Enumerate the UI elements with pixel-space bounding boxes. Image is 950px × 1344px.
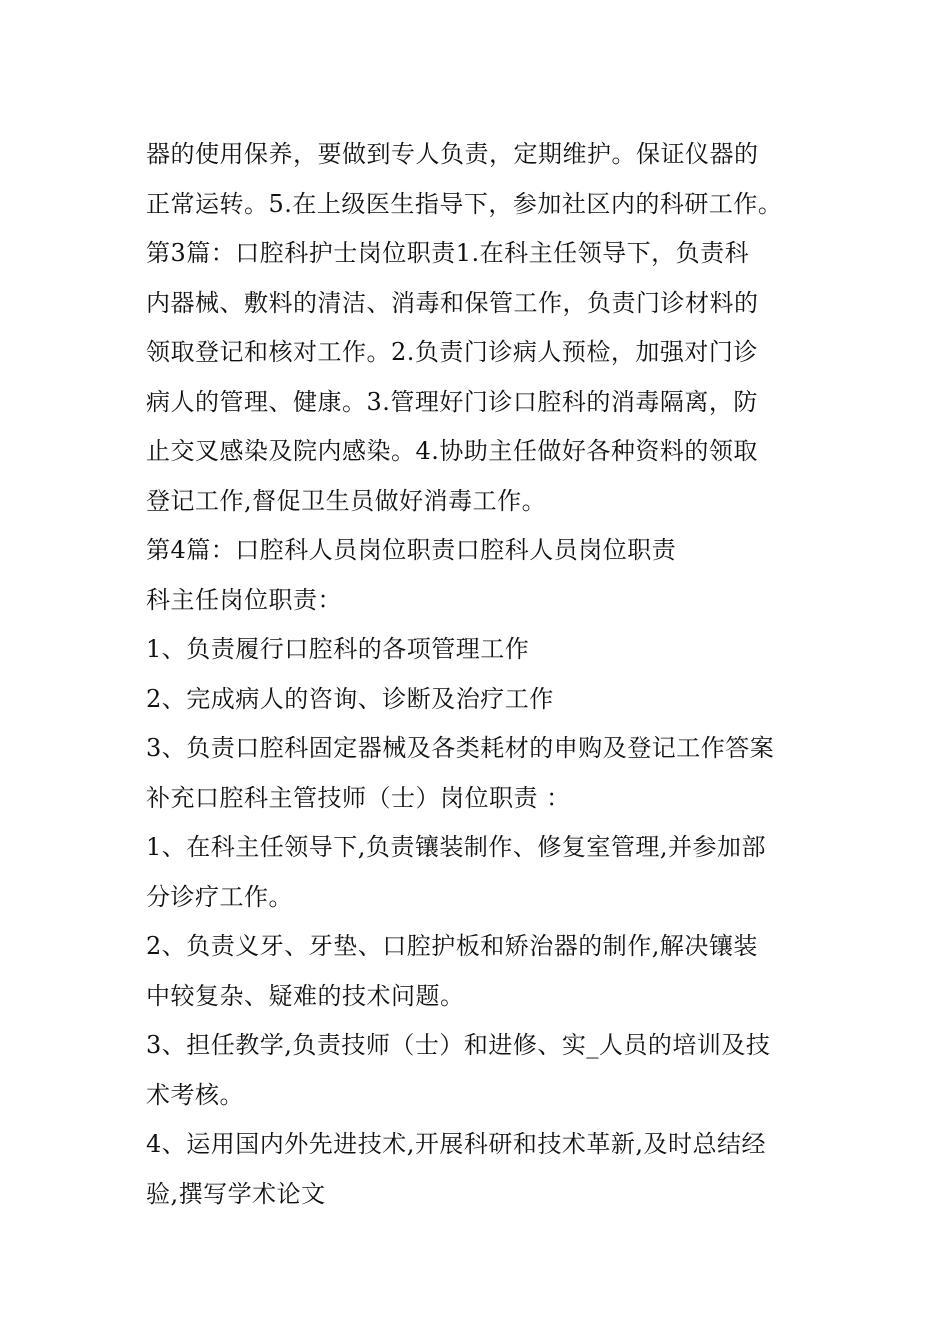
text-line: 登记工作,督促卫生员做好消毒工作。 bbox=[146, 486, 547, 515]
list-item-continuation: 术考核。 bbox=[146, 1080, 244, 1109]
list-item: 3、担任教学,负责技师（士）和进修、实_人员的培训及技 bbox=[146, 1031, 771, 1059]
text-line: 病人的管理、健康。3.管理好门诊口腔科的消毒隔离，防 bbox=[146, 387, 758, 416]
subheading-line: 补充口腔科主管技师（士）岗位职责 ： bbox=[146, 783, 571, 812]
list-item: 2、完成病人的咨询、诊断及治疗工作 bbox=[146, 684, 554, 713]
text-line: 止交叉感染及院内感染。4.协助主任做好各种资料的领取 bbox=[146, 437, 758, 465]
document-body bbox=[146, 130, 816, 1219]
subheading-line: 科主任岗位职责： bbox=[146, 585, 342, 614]
list-item: 1、在科主任领导下,负责镶装制作、修复室管理,并参加部 bbox=[146, 833, 767, 861]
text-line: 领取登记和核对工作。2.负责门诊病人预检，加强对门诊 bbox=[146, 338, 758, 366]
list-item: 1、负责履行口腔科的各项管理工作 bbox=[146, 635, 530, 663]
text-line: 内器械、敷料的清洁、消毒和保管工作，负责门诊材料的 bbox=[146, 288, 759, 317]
list-item-continuation: 分诊疗工作。 bbox=[146, 882, 293, 911]
list-item: 3、负责口腔科固定器械及各类耗材的申购及登记工作答案 bbox=[146, 734, 775, 762]
section-heading-line: 第4篇：口腔科人员岗位职责口腔科人员岗位职责 bbox=[146, 536, 677, 564]
list-item: 4、运用国内外先进技术,开展科研和技术革新,及时总结经 bbox=[146, 1130, 767, 1158]
text-line: 正常运转。5.在上级医生指导下，参加社区内的科研工作。 bbox=[146, 189, 783, 218]
list-item-continuation: 中较复杂、疑难的技术问题。 bbox=[146, 981, 465, 1010]
list-item: 2、负责义牙、牙垫、口腔护板和矫治器的制作,解决镶装 bbox=[146, 932, 758, 960]
section-heading-line: 第3篇：口腔科护士岗位职责1.在科主任领导下，负责科 bbox=[146, 239, 750, 267]
text-line: 器的使用保养，要做到专人负责，定期维护。保证仪器的 bbox=[146, 140, 759, 168]
list-item-continuation: 验,撰写学术论文 bbox=[146, 1179, 326, 1208]
